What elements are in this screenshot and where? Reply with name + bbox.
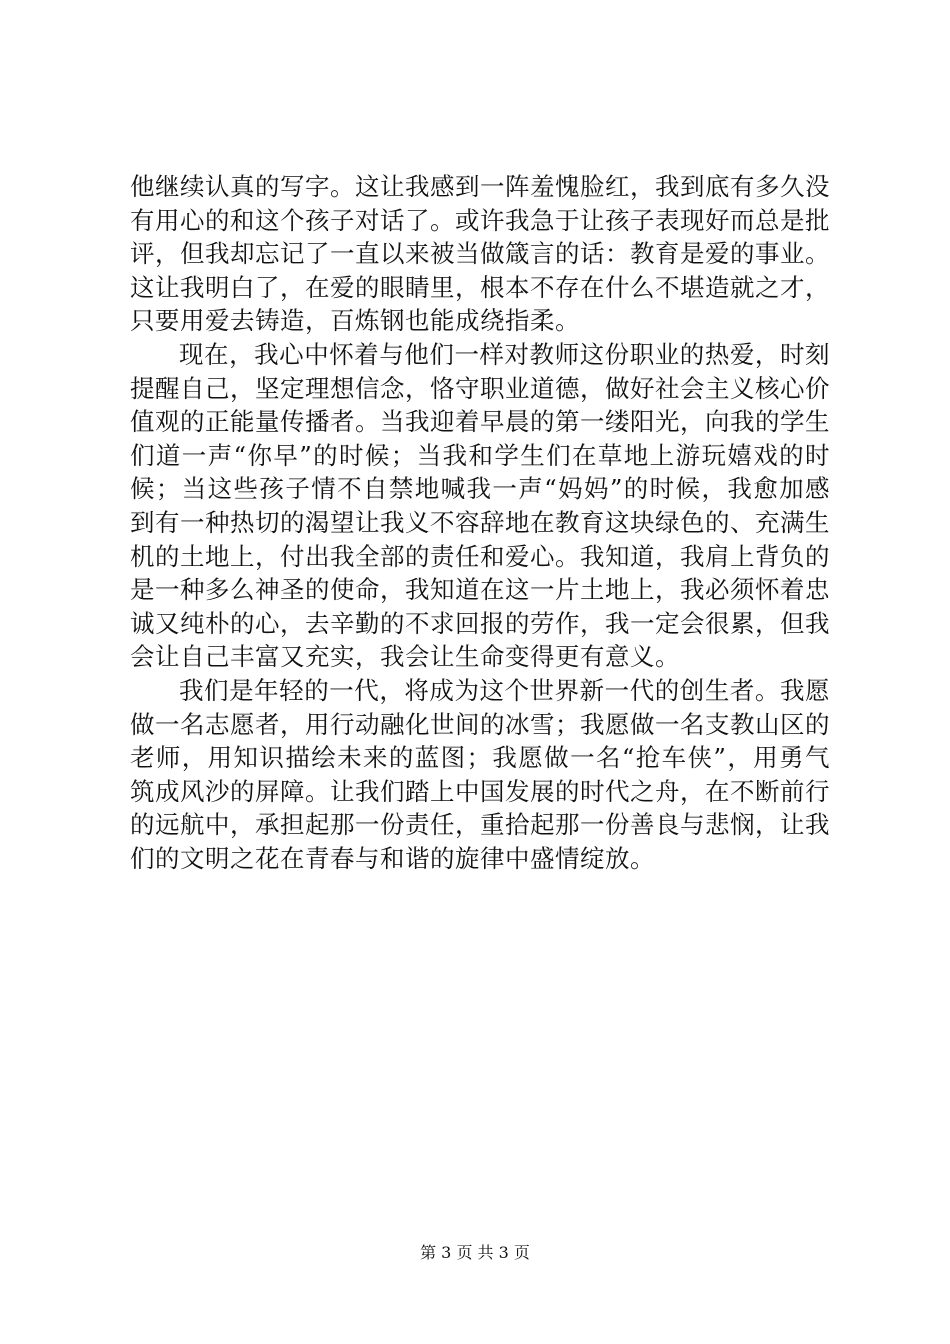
- page-number-label: 第 3 页 共 3 页: [420, 1243, 530, 1262]
- document-body: [130, 170, 830, 875]
- page-footer: [0, 1243, 950, 1263]
- paragraph-2: 现在，我心中怀着与他们一样对教师这份职业的热爱，时刻提醒自己，坚定理想信念，恪守职业道德，做好社会主义核心价值观的正能量传播者。当我迎着早晨的第一缕阳光，向我的学生们道一声“你早”的时候；当我和学生们在草地上游玩嬉戏的时候；当这些孩子情不自禁地喊我一声“妈妈”的时候，我愈加感到有一种热切的渴望让我义不容辞地在教育这块绿色的、充满生机的土地上，付出我全部的责任和爱心。我知道，我肩上背负的是一种多么神圣的使命，我知道在这一片土地上，我必须怀着忠诚又纯朴的心，去辛勤的不求回报的劳作，我一定会很累，但我会让自己丰富又充实，我会让生命变得更有意义。: [130, 339, 830, 672]
- paragraph-1: 他继续认真的写字。这让我感到一阵羞愧脸红，我到底有多久没有用心的和这个孩子对话了。或许我急于让孩子表现好而总是批评，但我却忘记了一直以来被当做箴言的话：教育是爱的事业。这让我明白了，在爱的眼睛里，根本不存在什么不堪造就之才，只要用爱去铸造，百炼钢也能成绕指柔。: [130, 172, 830, 336]
- paragraph-3: 我们是年轻的一代，将成为这个世界新一代的创生者。我愿做一名志愿者，用行动融化世间的冰雪；我愿做一名支教山区的老师，用知识描绘未来的蓝图；我愿做一名“抢车侠”，用勇气筑成风沙的屏障。让我们踏上中国发展的时代之舟，在不断前行的远航中，承担起那一份责任，重拾起那一份善良与悲悯，让我们的文明之花在青春与和谐的旋律中盛情绽放。: [130, 675, 830, 873]
